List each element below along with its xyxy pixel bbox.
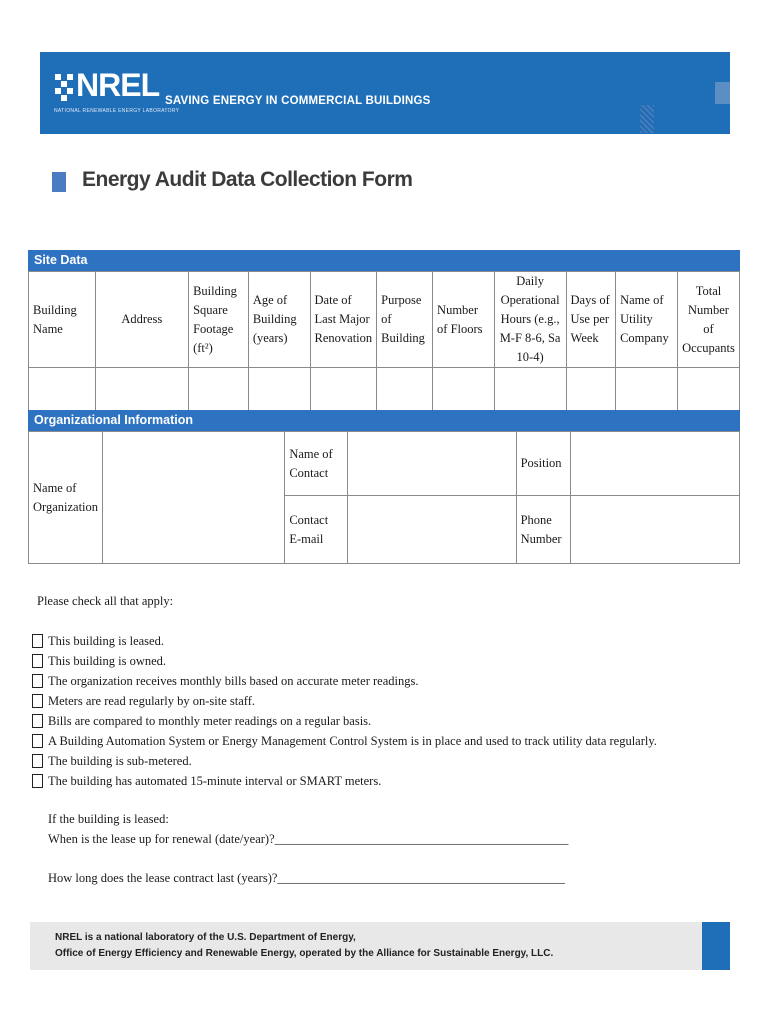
checkbox-bas-emcs[interactable] [32, 734, 43, 748]
contact-name-label: Name of Contact [285, 432, 348, 496]
footer-accent [702, 922, 730, 970]
checkbox-bills-compared[interactable] [32, 714, 43, 728]
org-name-field[interactable] [103, 432, 285, 564]
checklist [32, 631, 657, 791]
phone-label: Phone Number [516, 496, 570, 564]
checklist-item [32, 691, 657, 711]
checklist-item [32, 711, 657, 731]
contact-email-field[interactable] [348, 496, 516, 564]
footer-line-1: NREL is a national laboratory of the U.S. Department of Energy, [55, 932, 356, 943]
banner-pattern [640, 105, 654, 133]
position-label: Position [516, 432, 570, 496]
title-marker [52, 172, 66, 192]
checkbox-monthly-bills[interactable] [32, 674, 43, 688]
footer-line-2: Office of Energy Efficiency and Renewable Energy, operated by the Alliance for Sustainable Energy, LLC. [55, 948, 554, 959]
contact-name-field[interactable] [348, 432, 516, 496]
site-data-table [28, 271, 740, 428]
checklist-label: The building is sub-metered. [48, 753, 192, 768]
logo-text: NREL [76, 67, 160, 103]
checklist-item [32, 771, 657, 791]
col-square-footage [189, 272, 249, 368]
footer-bar [30, 922, 730, 970]
col-floors: Number of Floors [433, 272, 495, 368]
banner-accent [715, 82, 730, 104]
org-row-contact [29, 432, 740, 496]
checklist-label: This building is leased. [48, 633, 164, 648]
checklist-label: The organization receives monthly bills based on accurate meter readings. [48, 673, 419, 688]
checklist-item [32, 631, 657, 651]
lease-intro: If the building is leased: [48, 812, 169, 826]
checklist-item [32, 651, 657, 671]
site-data-heading: Site Data [28, 250, 740, 271]
checklist-label: A Building Automation System or Energy Management Control System is in place and used to track utility data regularly. [48, 733, 657, 748]
checklist-item [32, 731, 657, 751]
page-title: Energy Audit Data Collection Form [82, 168, 413, 191]
nrel-logo-icon [54, 72, 76, 106]
col-days-per-week: Days of Use per Week [566, 272, 616, 368]
col-utility-company: Name of Utility Company [616, 272, 678, 368]
checklist-prompt: Please check all that apply: [37, 594, 174, 608]
checklist-label: The building has automated 15-minute interval or SMART meters. [48, 773, 382, 788]
site-header-row [29, 272, 740, 368]
phone-field[interactable] [570, 496, 740, 564]
checklist-label: This building is owned. [48, 653, 167, 668]
col-last-renovation: Date of Last Major Renovation [310, 272, 377, 368]
checkbox-sub-metered[interactable] [32, 754, 43, 768]
org-info-heading: Organizational Information [28, 410, 740, 431]
contact-email-label: Contact E-mail [285, 496, 348, 564]
col-building-name: Building Name [29, 272, 96, 368]
position-field[interactable] [570, 432, 740, 496]
checkbox-smart-meters[interactable] [32, 774, 43, 788]
checkbox-owned[interactable] [32, 654, 43, 668]
col-purpose: Purpose of Building [377, 272, 433, 368]
checklist-label: Meters are read regularly by on-site staff. [48, 693, 255, 708]
checklist-item [32, 671, 657, 691]
col-square-footage-label: Building Square Footage (ft²) [193, 283, 237, 355]
org-info-table [28, 431, 740, 564]
col-building-age: Age of Building (years) [248, 272, 310, 368]
checklist-label: Bills are compared to monthly meter readings on a regular basis. [48, 713, 372, 728]
logo-subtext: NATIONAL RENEWABLE ENERGY LABORATORY [54, 108, 180, 114]
checkbox-meters-read[interactable] [32, 694, 43, 708]
col-address: Address [95, 272, 189, 368]
lease-renewal-question[interactable]: When is the lease up for renewal (date/year)?_______________________________________________ [48, 832, 569, 846]
org-name-label: Name of Organization [29, 432, 103, 564]
lease-length-question[interactable]: How long does the lease contract last (years)?______________________________________________ [48, 871, 565, 885]
checkbox-leased[interactable] [32, 634, 43, 648]
checklist-item [32, 751, 657, 771]
col-operational-hours: Daily Operational Hours (e.g., M-F 8-6, Sa 10-4) [494, 272, 566, 368]
header-tagline: SAVING ENERGY IN COMMERCIAL BUILDINGS [165, 95, 431, 107]
col-occupants: Total Number of Occupants [677, 272, 739, 368]
